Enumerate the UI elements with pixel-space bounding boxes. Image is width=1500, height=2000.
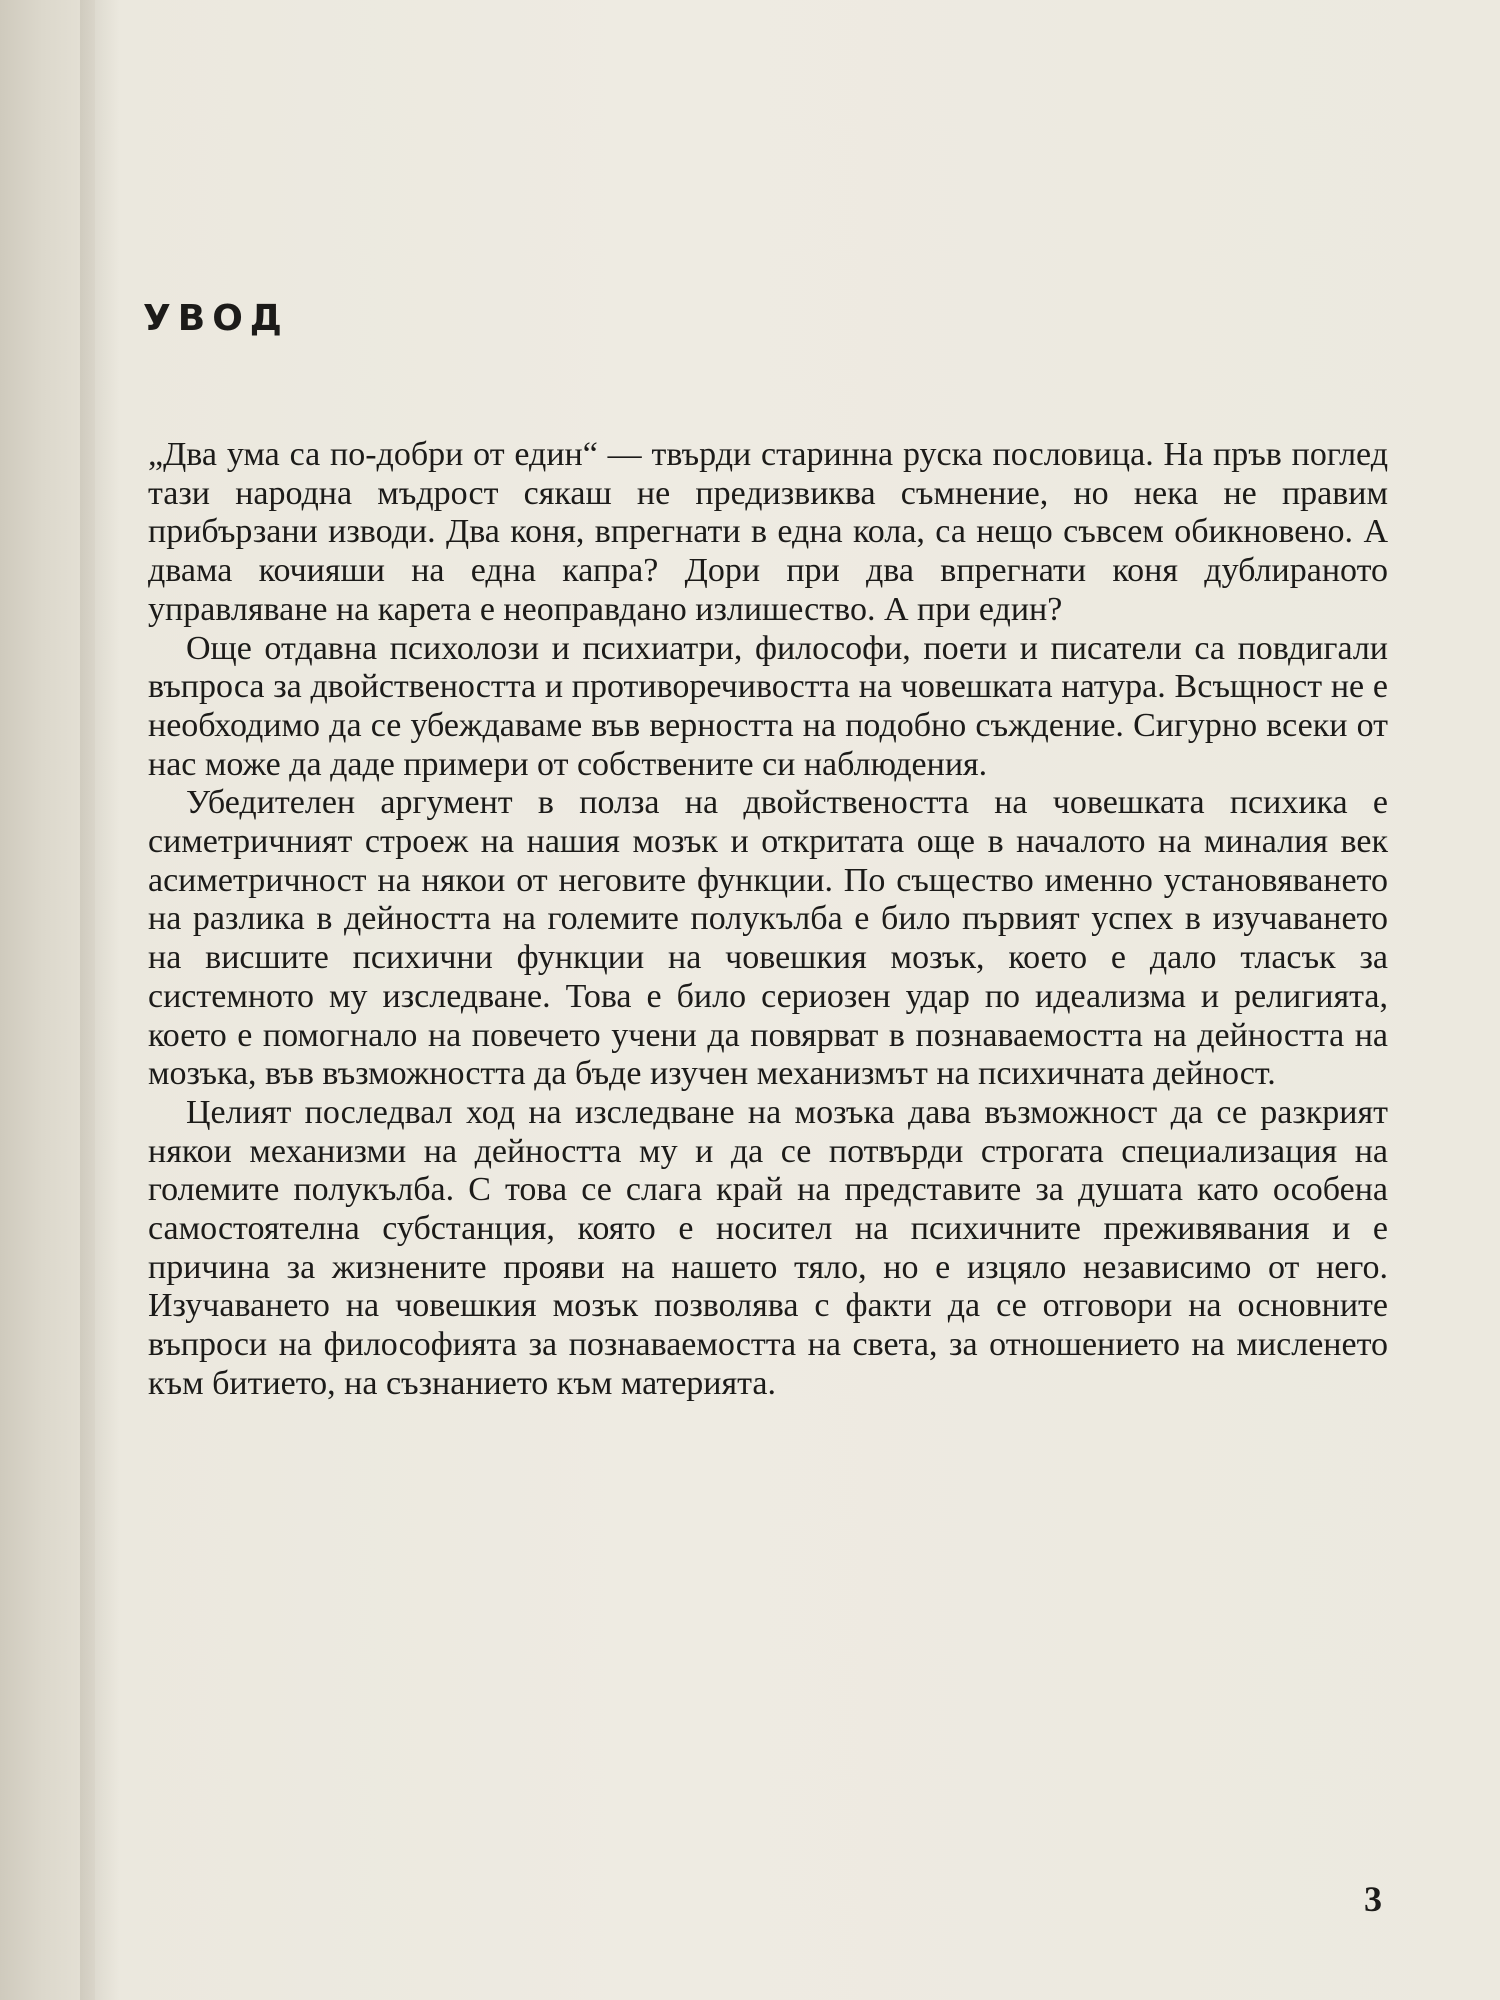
paragraph-3: Убедителен аргумент в полза на двойствеността на човешката психика е симетричният строеж на нашия мозък и откритата още в началото на миналия век асиметричност на някои от неговите функции. По същество именно установяването на разлика в дейността на големите полукълба е било първият успех в изучаването на висшите психични функции на човешкия мозък, което е дало тласък за системното му изследване. Това е било сериозен удар по идеализма и религията, което е помогнало на повечето учени да повярват в познаваемостта на дейността на мозъка, във възможността да бъде изучен механизмът на психичната дейност. [148,784,1388,1093]
body-text [148,436,1388,1404]
paragraph-2: Още отдавна психолози и психиатри, философи, поети и писатели са повдигали въпроса за двойствеността и противоречивостта на човешката натура. Всъщност не е необходимо да се убеждаваме във верността на подобно съждение. Сигурно всеки от нас може да даде примери от собствените си наблюдения. [148,629,1388,783]
paragraph-4: Целият последвал ход на изследване на мозъка дава възможност да се разкрият някои механизми на дейността му и да се потвърди строгата специализация на големите полукълба. С това се слага край на представите за душата като особена самостоятелна субстанция, която е носител на психичните преживявания и е причина за жизнените прояви на нашето тяло, но е изцяло независимо от него. Изучаването на човешкия мозък позволява с факти да се отговори на основните въпроси на философията за познаваемостта на света, за отношението на мисленето към битието, на съзнанието към материята. [148,1093,1388,1402]
paragraph-1: „Два ума са по-добри от един“ — твърди старинна руска пословица. На пръв поглед тази народна мъдрост сякаш не предизвиква съмнение, но нека не правим прибързани изводи. Два коня, впрегнати в една кола, са нещо съвсем обикновено. А двама кочияши на една капра? Дори при два впрегнати коня дублираното управляване на карета е неоправдано излишество. А при един? [148,436,1388,628]
page-number: 3 [1364,1879,1382,1919]
binding-shadow [80,0,120,2000]
section-heading: УВОД [143,298,289,339]
